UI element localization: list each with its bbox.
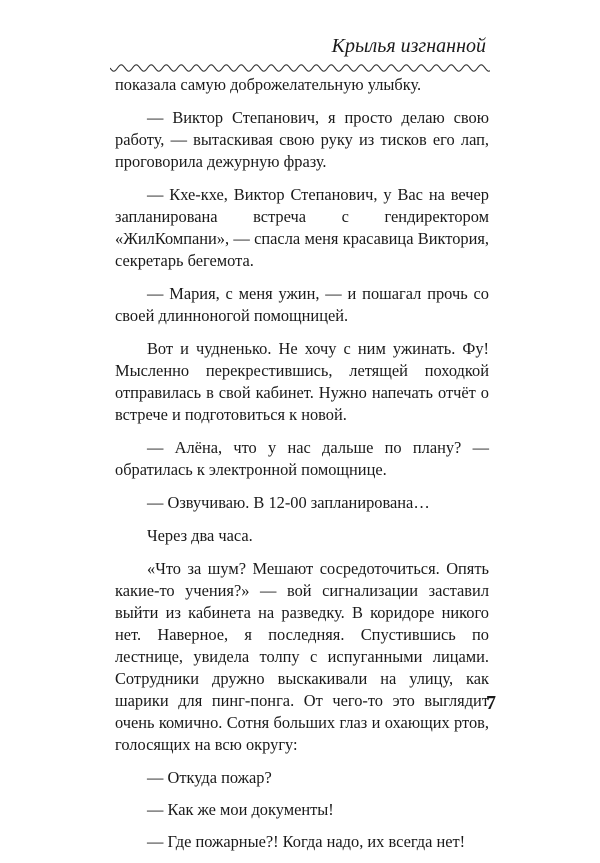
paragraph-8: Через два часа.	[147, 526, 253, 545]
wavy-divider	[110, 62, 490, 74]
paragraph-9: «Что за шум? Мешают сосредоточиться. Опять какие-то учения?» — вой сигнализации заставил выйти из кабинета на разведку. В коридоре никого нет. Наверное, я последняя. Спустившись по лестнице, увидела толпу с испуганными лицами. Сотрудники дружно выскакивали на улицу, как шарики для пинг-понга. От чего-то это выглядит очень комично. Сотня больших глаз и охающих ртов, голосящих на всю округу:	[115, 559, 489, 754]
paragraph-6: — Алёна, что у нас дальше по плану? — обратилась к электронной помощнице.	[115, 438, 489, 479]
paragraph-4: — Мария, с меня ужин, — и пошагал прочь со своей длинноногой помощницей.	[115, 284, 489, 325]
paragraph-2: — Виктор Степанович, я просто делаю свою работу, — вытаскивая свою руку из тисков его лап, проговорила дежурную фразу.	[115, 108, 489, 171]
page-number: 7	[486, 692, 496, 714]
paragraph-5: Вот и чудненько. Не хочу с ним ужинать. Фу! Мысленно перекрестившись, летящей походкой отправилась в свой кабинет. Нужно напечать отчёт о встрече и подготовиться к новой.	[115, 339, 489, 424]
running-title: Крылья изгнанной	[331, 35, 486, 57]
page-text	[115, 74, 489, 863]
paragraph-10: — Откуда пожар?	[147, 768, 272, 787]
paragraph-11: — Как же мои документы!	[147, 800, 334, 819]
paragraph-12: — Где пожарные?! Когда надо, их всегда нет!	[147, 832, 466, 851]
paragraph-1: показала самую доброжелательную улыбку.	[115, 75, 422, 94]
paragraph-7: — Озвучиваю. В 12-00 запланирована…	[147, 493, 430, 512]
paragraph-3: — Кхе-кхе, Виктор Степанович, у Вас на вечер запланирована встреча с гендиректором «ЖилКомпани», — спасла меня красавица Виктория, секретарь бегемота.	[115, 185, 489, 270]
